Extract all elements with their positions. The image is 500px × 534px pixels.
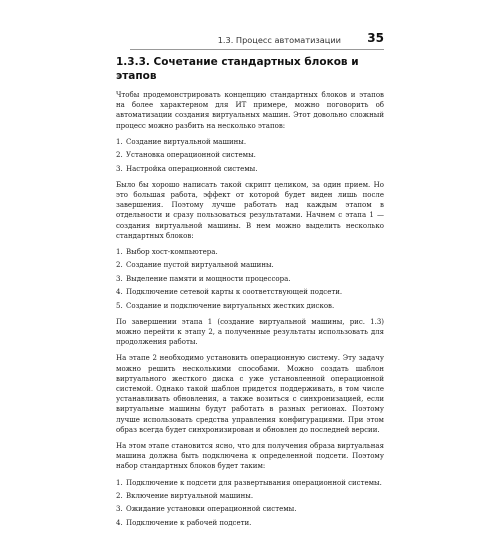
list-item-text: Включение виртуальной машины. [126,492,254,501]
list-item [116,247,384,257]
list-item [116,150,384,160]
list-item-text: Подключение к подсети для развертывания операционной системы. [126,478,382,487]
page-content [116,55,384,534]
list-item-number: 3. [116,274,123,283]
list-item [116,137,384,147]
stage-list [116,137,384,174]
list-item-number: 1. [116,137,123,146]
list-item [116,274,384,284]
list-item-text: Выделение памяти и мощности процессора. [126,274,291,283]
paragraph: На этапе 2 необходимо установить операционную систему. Эту задачу можно решить несколькими способами. Можно создать шаблон виртуального жесткого диска с уже установленной операционной системой. Однако такой шаблон придется поддерживать, в том числе устанавливать обновления, а также возиться с синхронизацией, если виртуальные машины будут работать в разных регионах. Поэтому лучше использовать средства управления конфигурациями. При этом образ всегда будет синхронизирован и обновлен до последней версии. [116,354,384,434]
section-heading: 1.3.3. Сочетание стандартных блоков и этапов [116,56,359,82]
list-item-number: 4. [116,288,123,297]
list-item-text: Выбор хост-компьютера. [126,248,218,257]
list-item [116,504,384,514]
list-item-number: 4. [116,518,123,527]
list-item-text: Ожидание установки операционной системы. [126,505,297,514]
paragraph: Чтобы продемонстрировать концепцию стандартных блоков и этапов на более характерном для ИТ примере, можно поговорить об автоматизации создания виртуальных машин. Этот довольно сложный процесс можно разбить на несколько этапов: [116,91,384,130]
paragraph: На этом этапе становится ясно, что для получения образа виртуальная машина должна быть подключена к определенной подсети. Поэтому набор стандартных блоков будет таким: [116,442,384,471]
list-item-number: 1. [116,478,123,487]
list-item-number: 5. [116,301,123,310]
list-item-number: 3. [116,164,123,173]
list-item-number: 1. [116,248,123,257]
list-item [116,478,384,488]
list-item-text: Создание виртуальной машины. [126,137,247,146]
building-blocks-list [116,247,384,311]
list-item-number: 2. [116,151,123,160]
list-item [116,260,384,270]
list-item-text: Подключение сетевой карты к соответствующей подсети. [126,288,343,297]
list-item-number: 2. [116,492,123,501]
section-title: 1.3. Процесс автоматизации [217,35,341,45]
list-item-text: Создание пустой виртуальной машины. [126,261,274,270]
list-item [116,164,384,174]
list-item [116,287,384,297]
list-item-text: Подключение к рабочей подсети. [126,518,252,527]
running-head [130,33,384,50]
list-item-text: Создание и подключение виртуальных жестких дисков. [126,301,335,310]
list-item [116,518,384,528]
page-number: 35 [367,31,384,45]
list-item [116,301,384,311]
list-item-number: 3. [116,505,123,514]
list-item-text: Настройка операционной системы. [126,164,258,173]
os-install-list [116,478,384,528]
paragraph: Было бы хорошо написать такой скрипт целиком, за один прием. Но это большая работа, эффект от которой будет виден лишь после завершения. Поэтому лучше работать над каждым этапом в отдельности и сразу пользоваться результатами. Начнем с этапа 1 — создания виртуальной машины. В нем можно выделить несколько стандартных блоков: [116,180,384,240]
list-item-number: 2. [116,261,123,270]
paragraph: По завершении этапа 1 (создание виртуальной машины, рис. 1.3) можно перейти к этапу 2, а полученные результаты использовать для продолжения работы. [116,317,384,347]
list-item-text: Установка операционной системы. [126,151,256,160]
